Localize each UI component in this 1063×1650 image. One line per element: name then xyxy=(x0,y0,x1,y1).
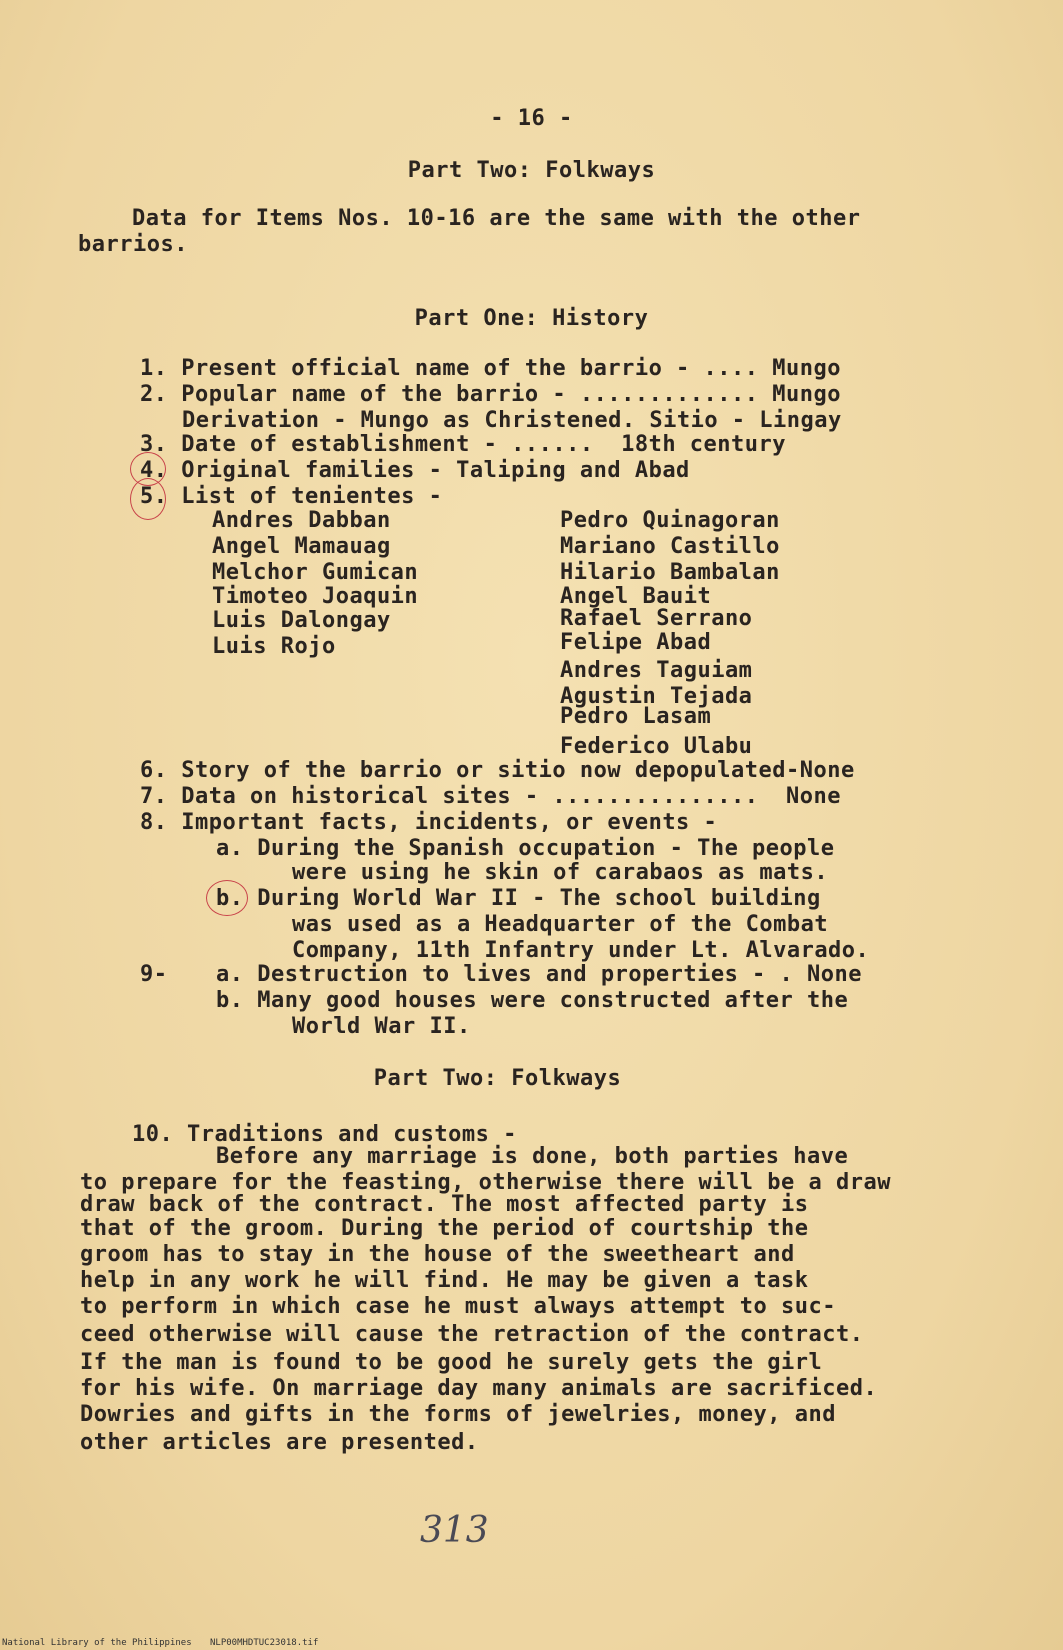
intro-line-2: barrios. xyxy=(78,232,188,257)
paragraph-line: If the man is found to be good he surely gets the girl xyxy=(80,1350,823,1375)
item-8a: a. During the Spanish occupation - The people xyxy=(216,836,835,861)
teniente-right: Pedro Quinagoran xyxy=(560,508,780,533)
item-8a-cont: were using he skin of carabaos as mats. xyxy=(292,860,829,885)
teniente-right: Andres Taguiam xyxy=(560,658,753,683)
item-6: 6. Story of the barrio or sitio now depopulated-None xyxy=(140,758,855,783)
teniente-left: Andres Dabban xyxy=(212,508,391,533)
paragraph-line: for his wife. On marriage day many animals are sacrificed. xyxy=(80,1376,878,1401)
item-7: 7. Data on historical sites - ............... None xyxy=(140,784,842,809)
teniente-left: Luis Dalongay xyxy=(212,608,391,633)
item-9b: b. Many good houses were constructed after the xyxy=(216,988,849,1013)
paragraph-line: Dowries and gifts in the forms of jewelries, money, and xyxy=(80,1402,836,1427)
item-2: 2. Popular name of the barrio - ............. Mungo xyxy=(140,382,842,407)
item-9-number: 9- xyxy=(140,962,168,987)
item-3: 3. Date of establishment - ...... 18th century xyxy=(140,432,787,457)
section-heading-part-two: Part Two: Folkways xyxy=(407,158,656,183)
item-8b: b. During World War II - The school building xyxy=(216,886,821,911)
teniente-left: Angel Mamauag xyxy=(212,534,391,559)
teniente-left: Timoteo Joaquin xyxy=(212,584,419,609)
item-2-derivation: Derivation - Mungo as Christened. Sitio - Lingay xyxy=(182,408,842,433)
section-heading-part-one: Part One: History xyxy=(414,306,649,331)
teniente-right: Felipe Abad xyxy=(560,630,712,655)
section-heading-folkways: Part Two: Folkways xyxy=(373,1066,622,1091)
paragraph-line: other articles are presented. xyxy=(80,1430,479,1455)
item-1: 1. Present official name of the barrio - .... Mungo xyxy=(140,356,842,381)
teniente-left: Melchor Gumican xyxy=(212,560,419,585)
red-annotation-circle xyxy=(206,880,248,916)
paragraph-line: groom has to stay in the house of the sweetheart and xyxy=(80,1242,795,1267)
paragraph-line: help in any work he will find. He may be given a task xyxy=(80,1268,809,1293)
item-9a: a. Destruction to lives and properties - . None xyxy=(216,962,863,987)
footer-filename: NLP00MHDTUC23018.tif xyxy=(210,1638,319,1648)
teniente-right: Federico Ulabu xyxy=(560,734,753,759)
teniente-left: Luis Rojo xyxy=(212,634,336,659)
teniente-right: Mariano Castillo xyxy=(560,534,780,559)
item-5: 5. List of tenientes - xyxy=(140,484,443,509)
paragraph-line: ceed otherwise will cause the retraction of the contract. xyxy=(80,1322,864,1347)
item-10: 10. Traditions and customs - xyxy=(132,1122,517,1147)
paragraph-line: to prepare for the feasting, otherwise there will be a draw xyxy=(80,1170,891,1195)
red-annotation-circle xyxy=(130,478,166,520)
intro-line-1: Data for Items Nos. 10-16 are the same with the other xyxy=(132,206,861,231)
item-8b-cont: Company, 11th Infantry under Lt. Alvarado. xyxy=(292,938,870,963)
paragraph-line: to perform in which case he must always attempt to suc- xyxy=(80,1294,836,1319)
item-8: 8. Important facts, incidents, or events - xyxy=(140,810,718,835)
handwritten-page-number: 313 xyxy=(420,1510,489,1551)
paragraph-line: draw back of the contract. The most affected party is xyxy=(80,1192,809,1217)
item-9b-cont: World War II. xyxy=(292,1014,471,1039)
teniente-right: Rafael Serrano xyxy=(560,606,753,631)
page-number: - 16 - xyxy=(490,106,573,131)
teniente-right: Agustin Tejada xyxy=(560,684,753,709)
item-4: 4. Original families - Taliping and Abad xyxy=(140,458,690,483)
teniente-right: Angel Bauit xyxy=(560,584,712,609)
paragraph-line: that of the groom. During the period of courtship the xyxy=(80,1216,809,1241)
item-8b-cont: was used as a Headquarter of the Combat xyxy=(292,912,829,937)
footer-library: National Library of the Philippines xyxy=(2,1638,192,1648)
paragraph-line: Before any marriage is done, both parties have xyxy=(216,1144,849,1169)
teniente-right: Hilario Bambalan xyxy=(560,560,780,585)
teniente-right: Pedro Lasam xyxy=(560,704,712,729)
